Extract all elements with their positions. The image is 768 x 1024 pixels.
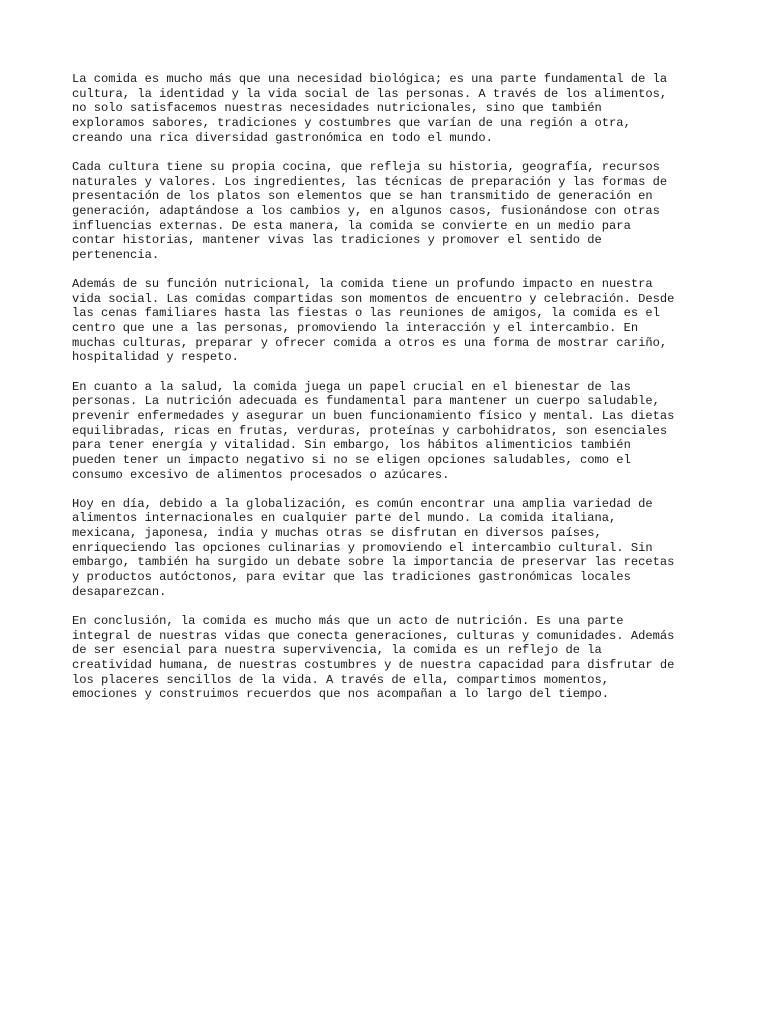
paragraph-intro: La comida es mucho más que una necesidad biológica; es una parte fundamental de la cultura, la identidad y la vida social de las personas. A través de los alimentos, no solo satisfacemos nuestras necesidades nutricionales, sino que también exploramos sabores, tradiciones y costumbres que varían de una región a otra, creando una rica diversidad gastronómica en todo el mundo.	[72, 72, 668, 145]
paragraph-health: En cuanto a la salud, la comida juega un papel crucial en el bienestar de las personas. La nutrición adecuada es fundamental para mantener un cuerpo saludable, prevenir enfermedades y asegurar un buen funcionamiento físico y mental. Las dietas equilibradas, ricas en frutas, verduras, proteínas y carbohidratos, son esenciales para tener energía y vitalidad. Sin embargo, los hábitos alimenticios también pueden tener un impacto negativo si no se eligen opciones saludables, como el consumo excesivo de alimentos procesados o azúcares.	[72, 379, 675, 482]
paragraph-globalization: Hoy en día, debido a la globalización, es común encontrar una amplia variedad de alimentos internacionales en cualquier parte del mundo. La comida italiana, mexicana, japonesa, india y muchas otras se disfrutan en diversos países, enriqueciendo las opciones culinarias y promoviendo el intercambio cultural. Sin embargo, también ha surgido un debate sobre la importancia de preservar las recetas y productos autóctonos, para evitar que las tradiciones gastronómicas locales desaparezcan.	[72, 496, 675, 599]
paragraph-conclusion: En conclusión, la comida es mucho más que un acto de nutrición. Es una parte integral de nuestras vidas que conecta generaciones, culturas y comunidades. Además de ser esencial para nuestra supervivencia, la comida es un reflejo de la creatividad humana, de nuestras costumbres y de nuestra capacidad para disfrutar de los placeres sencillos de la vida. A través de ella, compartimos momentos, emociones y construimos recuerdos que nos acompañan a lo largo del tiempo.	[72, 613, 675, 702]
document-page	[72, 72, 702, 717]
paragraph-culture: Cada cultura tiene su propia cocina, que refleja su historia, geografía, recursos naturales y valores. Los ingredientes, las técnicas de preparación y las formas de presentación de los platos son elementos que se han transmitido de generación en generación, adaptándose a los cambios y, en algunos casos, fusionándose con otras influencias externas. De esta manera, la comida se convierte en un medio para contar historias, mantener vivas las tradiciones y promover el sentido de pertenencia.	[72, 159, 668, 262]
paragraph-social: Además de su función nutricional, la comida tiene un profundo impacto en nuestra vida social. Las comidas compartidas son momentos de encuentro y celebración. Desde las cenas familiares hasta las fiestas o las reuniones de amigos, la comida es el centro que une a las personas, promoviendo la interacción y el intercambio. En muchas culturas, preparar y ofrecer comida a otros es una forma de mostrar cariño, hospitalidad y respeto.	[72, 277, 675, 365]
